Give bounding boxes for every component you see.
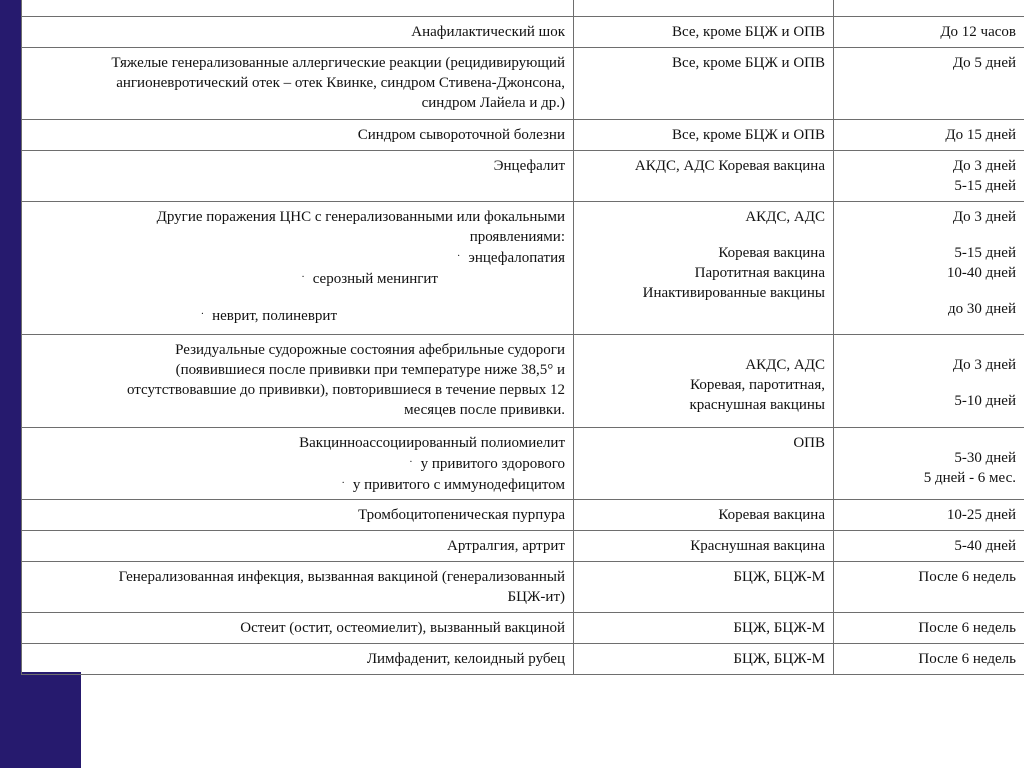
list-item-label: неврит, полиневрит (212, 308, 337, 324)
period-text (840, 0, 1016, 3)
reaction-cell (22, 428, 574, 500)
reaction-cell (22, 0, 574, 17)
period-text: До 12 часов (940, 24, 1016, 40)
vaccine-text: Коревая вакцина (718, 245, 825, 261)
list-item-label: серозный менингит (312, 271, 438, 287)
reaction-text: Вакцинноассоциированный полиомиелит (299, 435, 565, 451)
period-cell (834, 151, 1024, 202)
period-cell (834, 202, 1024, 335)
list-item (28, 268, 565, 289)
bullet-icon: · (409, 457, 413, 468)
list-item (28, 247, 565, 268)
reaction-cell (22, 151, 574, 202)
reaction-cell (22, 562, 574, 613)
period-text: 5-15 дней (954, 178, 1016, 194)
vaccine-text: Коревая вакцина (718, 507, 825, 523)
bullet-icon: · (301, 272, 305, 283)
bullet-icon: · (341, 478, 345, 489)
period-text: до 30 дней (948, 301, 1016, 317)
vaccine-text: БЦЖ, БЦЖ-М (733, 651, 825, 667)
period-cell (834, 120, 1024, 151)
bullet-icon: · (200, 309, 205, 320)
table-row (22, 335, 1024, 428)
table-row (22, 202, 1024, 335)
table-row (22, 644, 1024, 675)
reaction-cell (22, 202, 574, 335)
vaccine-text: АКДС, АДС Коревая вакцина (634, 158, 825, 174)
list-item-label: у привитого здорового (420, 456, 565, 472)
vaccine-text: Краснушная вакцина (690, 538, 825, 554)
reaction-cell (22, 500, 574, 531)
period-cell (834, 335, 1024, 428)
vaccine-text: Инактивированные вакцины (642, 285, 825, 301)
table-row (22, 531, 1024, 562)
table-row (22, 120, 1024, 151)
table-row (22, 0, 1024, 17)
table-row (22, 500, 1024, 531)
period-cell (834, 48, 1024, 120)
vaccine-text: Все, кроме БЦЖ и ОПВ (672, 127, 825, 143)
reaction-text: Артралгия, артрит (446, 538, 565, 554)
reaction-text: месяцев после прививки. (404, 402, 565, 418)
reaction-text: Генерализованная инфекция, вызванная вакциной (генерализованный (118, 569, 565, 585)
reaction-cell (22, 613, 574, 644)
reaction-text: (появившиеся после прививки при температуре ниже 38,5° и (175, 362, 565, 378)
period-text: 10-40 дней (946, 265, 1016, 281)
reaction-text: отсутствовавшие до прививки), повторившиеся в течение первых 12 (126, 382, 565, 398)
reaction-cell (22, 531, 574, 562)
vaccine-text: БЦЖ, БЦЖ-М (733, 620, 825, 636)
period-text: После 6 недель (918, 569, 1016, 585)
vaccine-cell (574, 500, 834, 531)
period-text: 10-25 дней (946, 507, 1016, 523)
table-row (22, 613, 1024, 644)
reaction-text: Тяжелые генерализованные аллергические реакции (рецидивирующий (111, 55, 565, 71)
left-accent-bar (0, 0, 21, 768)
vaccine-cell (574, 0, 834, 17)
period-text: До 3 дней (952, 158, 1016, 174)
vaccine-cell (574, 428, 834, 500)
vaccine-text: Коревая, паротитная, (690, 377, 825, 393)
table-row (22, 48, 1024, 120)
reaction-cell (22, 17, 574, 48)
vaccine-cell (574, 48, 834, 120)
period-cell (834, 500, 1024, 531)
period-cell (834, 0, 1024, 17)
vaccine-cell (574, 335, 834, 428)
vaccine-cell (574, 644, 834, 675)
reaction-text: Синдром сывороточной болезни (357, 127, 565, 143)
reaction-text: БЦЖ-ит) (507, 589, 565, 605)
vaccine-text: ОПВ (793, 435, 825, 451)
vaccine-reactions-table (21, 0, 1024, 675)
list-item (28, 305, 565, 326)
period-cell (834, 17, 1024, 48)
reaction-text: проявлениями: (469, 229, 565, 245)
table-row (22, 562, 1024, 613)
reaction-cell (22, 120, 574, 151)
vaccine-cell (574, 202, 834, 335)
period-text: 5-10 дней (954, 393, 1016, 409)
period-cell (834, 531, 1024, 562)
period-cell (834, 562, 1024, 613)
vaccine-text: Все, кроме БЦЖ и ОПВ (672, 55, 825, 71)
period-text: После 6 недель (918, 620, 1016, 636)
reaction-text: Резидуальные судорожные состояния афебрильные судороги (175, 342, 565, 358)
table-row (22, 428, 1024, 500)
vaccine-cell (574, 120, 834, 151)
period-text: 5-30 дней (954, 450, 1016, 466)
period-cell (834, 613, 1024, 644)
reaction-cell (22, 335, 574, 428)
vaccine-text: краснушная вакцины (689, 397, 825, 413)
list-item-label: энцефалопатия (468, 250, 565, 266)
period-text: 5 дней - 6 мес. (923, 470, 1016, 486)
vaccine-text: БЦЖ, БЦЖ-М (733, 569, 825, 585)
vaccine-text: АКДС, АДС (745, 209, 825, 225)
vaccine-text: Паротитная вакцина (694, 265, 825, 281)
reaction-cell (22, 48, 574, 120)
period-text: 5-15 дней (954, 245, 1016, 261)
period-cell (834, 644, 1024, 675)
period-text: До 5 дней (952, 55, 1016, 71)
table-row (22, 17, 1024, 48)
period-text: 5-40 дней (954, 538, 1016, 554)
reaction-text: Другие поражения ЦНС с генерализованными или фокальными (156, 209, 565, 225)
list-item (28, 453, 565, 474)
vaccine-cell (574, 562, 834, 613)
vaccine-cell (574, 531, 834, 562)
period-cell (834, 428, 1024, 500)
reaction-text: Тромбоцитопеническая пурпура (358, 507, 565, 523)
period-text: До 3 дней (952, 209, 1016, 225)
vaccine-cell (574, 17, 834, 48)
left-accent-block (0, 672, 81, 768)
reaction-text: Анафилактический шок (411, 24, 565, 40)
list-item (28, 474, 565, 495)
reaction-text: ангионевротический отек – отек Квинке, синдром Стивена-Джонсона, (116, 75, 565, 91)
reaction-cell (22, 644, 574, 675)
period-text: После 6 недель (918, 651, 1016, 667)
reaction-text: синдром Лайела и др.) (421, 95, 565, 111)
list-item-label: у привитого с иммунодефицитом (352, 477, 565, 493)
reaction-text: Энцефалит (493, 158, 565, 174)
vaccine-text: Все, кроме БЦЖ и ОПВ (672, 24, 825, 40)
period-text: До 3 дней (952, 357, 1016, 373)
table-row (22, 151, 1024, 202)
vaccine-cell (574, 151, 834, 202)
bullet-icon: · (457, 251, 461, 262)
period-text: До 15 дней (945, 127, 1016, 143)
vaccine-cell (574, 613, 834, 644)
reaction-text: Остеит (остит, остеомиелит), вызванный вакциной (240, 620, 565, 636)
reaction-text: Лимфаденит, келоидный рубец (366, 651, 565, 667)
vaccine-text: АКДС, АДС (745, 357, 825, 373)
